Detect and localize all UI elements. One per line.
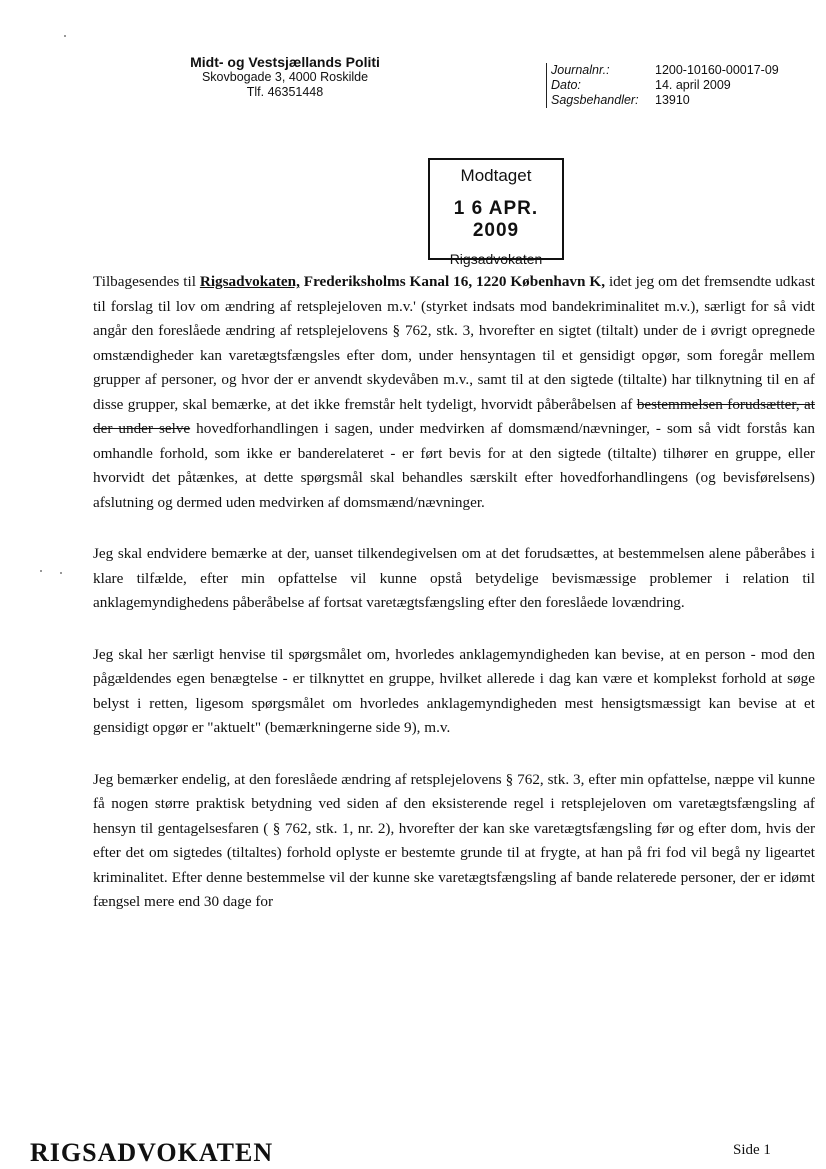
text-span: hovedforhandlingen i sagen, under medvirken af domsmænd/nævninger, - som så vidt forstås kan omhandle forhold, som ikke er banderelateret - er ført bevis for at den sigtede (tiltalte) tilhører en gruppe, eller hvorvidt det påtænkes, at dette spørgsmål skal behandles særskilt efter hovedforhandlingens (og bevisførelsens) afslutning og dermed uden medvirken af domsmænd/nævninger. xyxy=(93,420,815,511)
paragraph-1 xyxy=(93,270,815,515)
text-span: påberåbelsen xyxy=(536,395,617,413)
text-span: idet jeg om det fremsendte udkast til forslag til lov om ændring af retsplejeloven m.v.' (styrket indsats mod bandekriminalitet m.v.), særligt for så vidt angår den foreslåede ændring af retsplejelovens § 762, stk. 3, hvorefter en sigtet (tiltalt) under de i øvrigt opregnede omstændigheder kan varetægtsfængsles efter dom, under hensyntagen til et gensidigt opgør, som foregår mellem grupper af personer, og hvor der er anvendt skydevåben m.v., samt til at den sigtede (tiltalte) har tilknytning til en af disse grupper, skal bemærke, at det ikke fremstår helt tydeligt, hvorvidt xyxy=(93,273,815,413)
letter-body xyxy=(93,270,815,915)
stamp-date: 1 6 APR. 2009 xyxy=(453,198,539,241)
sender-block xyxy=(150,55,420,100)
org-phone: Tlf. 46351448 xyxy=(246,85,324,99)
meta-row-handler xyxy=(551,93,813,108)
scan-speck xyxy=(64,35,66,37)
footer-stamp-text: RIGSADVOKATEN xyxy=(30,1138,274,1167)
paragraph-2: Jeg skal endvidere bemærke at der, uanset tilkendegivelsen om at det forudsættes, at bestemmelsen alene påberåbes i klare tilfælde, efter min opfattelse vil kunne opstå betydelige bevismæssige problemer i relation til anklagemyndighedens påberåbelse af fortsat varetægtsfængsling efter den foreslåede lovændring. xyxy=(93,545,815,611)
page-number: Side 1 xyxy=(733,1142,771,1158)
meta-label: Journalnr.: xyxy=(551,63,610,77)
paragraph-3: Jeg skal her særligt henvise til spørgsmålet om, hvorledes anklagemyndigheden kan bevise, at en person - mod den pågældendes egen benægtelse - er tilknyttet en gruppe, hvilket allerede i dag kan være et komplekst forhold at søge belyst i retten, ligesom spørgsmålet om hvorledes anklagemyndigheden mest hensigtsmæssigt kan bevise at et gensidigt opgør er "aktuelt" (bemærkningerne side 9), m.v. xyxy=(93,645,815,736)
meta-row-date xyxy=(551,78,813,93)
scan-speck xyxy=(40,570,42,572)
meta-value: 14. april 2009 xyxy=(655,78,731,92)
org-address: Skovbogade 3, 4000 Roskilde xyxy=(201,70,369,84)
meta-label: Sagsbehandler: xyxy=(551,93,639,107)
stamp-received: Modtaget xyxy=(460,166,532,185)
meta-value: 13910 xyxy=(655,93,690,107)
recipient-name: Rigsadvokaten, xyxy=(199,273,300,290)
org-name: Midt- og Vestsjællands Politi xyxy=(190,54,380,70)
text-span: Tilbagesendes til xyxy=(93,273,200,290)
case-meta xyxy=(546,63,813,108)
received-stamp xyxy=(428,158,564,267)
stamp-recipient: Rigsadvokaten xyxy=(449,251,543,267)
recipient-address: Frederiksholms Kanal 16, 1220 København K, xyxy=(299,273,606,290)
scan-speck xyxy=(60,572,62,574)
struck-text: bestemmelsen forudsætter, at der under selve xyxy=(93,395,815,437)
meta-row-journal xyxy=(551,63,813,78)
paragraph-4: Jeg bemærker endelig, at den foreslåede ændring af retsplejelovens § 762, stk. 3, efter min opfattelse, næppe vil kunne få nogen større praktisk betydning ved siden af den eksisterende regel i retsplejeloven om varetægtsfængsling af hensyn til gentagelsesfaren ( § 762, stk. 1, nr. 2), hvorefter der kan ske varetægtsfængsling før og efter dom, hvis der efter det om sigtedes (tiltaltes) forhold oplyste er bestemte grunde til at frygte, at han på fri fod vil begå ny ligeartet kriminalitet. Efter denne bestemmelse vil der kunne ske varetægtsfængsling af bande relaterede personer, der er idømt fængsel mere end 30 dage for xyxy=(93,770,815,910)
meta-label: Dato: xyxy=(551,78,581,92)
text-span: af xyxy=(616,395,637,413)
meta-value: 1200-10160-00017-09 xyxy=(655,63,779,77)
